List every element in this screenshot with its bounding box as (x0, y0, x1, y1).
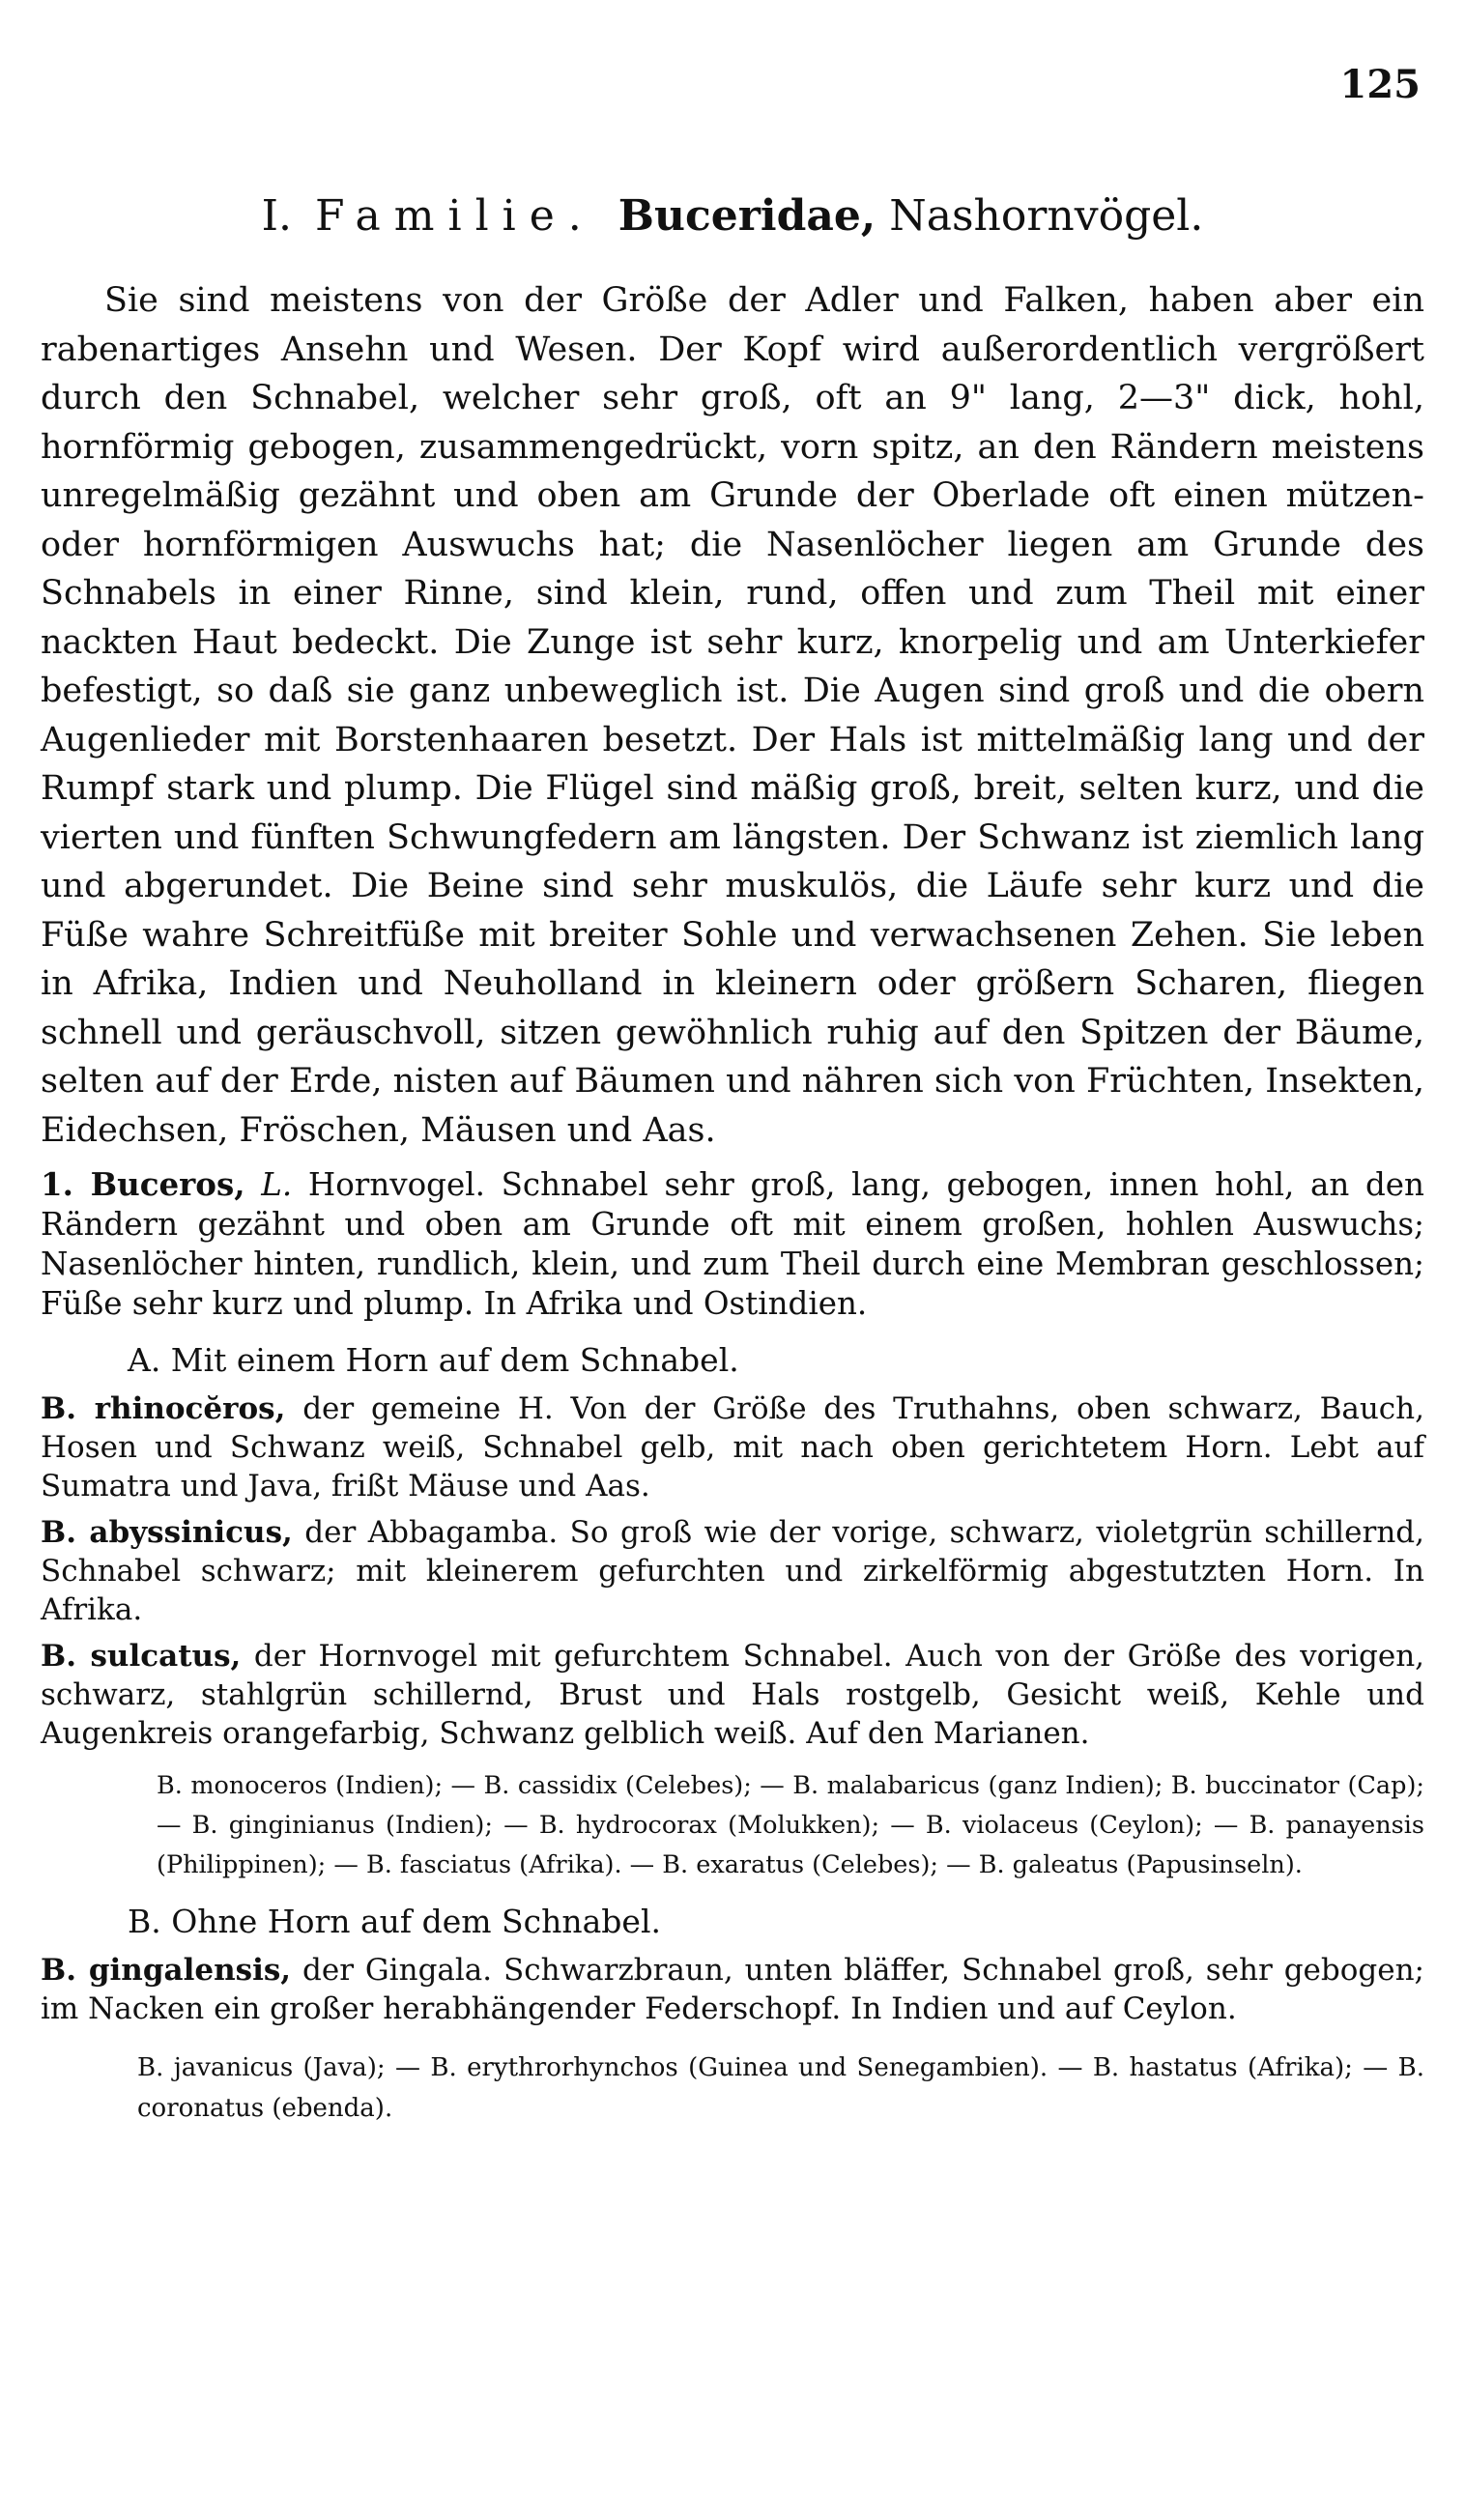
family-heading (0, 191, 1465, 241)
species-name: B. rhinocĕros, (41, 1391, 286, 1426)
species-entry (41, 1389, 1424, 1505)
intro-paragraph: Sie sind meistens von der Größe der Adler und Falken, haben aber ein rabenartiges Ansehn und Wesen. Der Kopf wird außerordentlich vergrößert durch den Schnabel, welcher sehr groß, oft an 9" lang, 2—3" dick, hohl, hornförmig gebogen, zusammengedrückt, vorn spitz, an den Rändern meistens unregelmäßig gezähnt und oben am Grunde der Oberlade oft einen mützen- oder hornförmigen Auswuchs hat; die Nasenlöcher liegen am Grunde des Schnabels in einer Rinne, sind klein, rund, offen und zum Theil mit einer nackten Haut bedeckt. Die Zunge ist sehr kurz, knorpelig und am Unterkiefer befestigt, so daß sie ganz unbeweglich ist. Die Augen sind groß und die obern Augenlieder mit Borstenhaaren besetzt. Der Hals ist mittelmäßig lang und der Rumpf stark und plump. Die Flügel sind mäßig groß, breit, selten kurz, und die vierten und fünften Schwungfedern am längsten. Der Schwanz ist ziemlich lang und abgerundet. Die Beine sind sehr muskulös, die Läufe sehr kurz und die Füße wahre Schreitfüße mit breiter Sohle und verwachsenen Zehen. Sie leben in Afrika, Indien und Neuholland in kleinern oder größern Scharen, fliegen schnell und geräuschvoll, sitzen gewöhnlich ruhig auf den Spitzen der Bäume, selten auf der Erde, nisten auf Bäumen und nähren sich von Früchten, Insekten, Eidechsen, Fröschen, Mäusen und Aas. (41, 281, 1424, 1150)
species-description: der Abbagamba. So groß wie der vorige, schwarz, violetgrün schillernd, Schnabel schwarz; mit kleinerem gefurchten und zirkelförmig abgestutzten Horn. In Afrika. (41, 1515, 1425, 1627)
species-entry (41, 1951, 1424, 2028)
genus-description: Schnabel sehr groß, lang, gebogen, innen hohl, an den Rändern gezähnt und oben am Grunde oft mit einem großen, hohlen Auswuchs; Nasenlöcher hinten, rundlich, klein, und zum Theil durch eine Membran geschlossen; Füße sehr kurz und plump. In Afrika und Ostindien. (41, 1166, 1424, 1322)
species-entry (41, 1513, 1424, 1629)
family-word: Familie. (315, 191, 595, 241)
species-list-small-b: B. javanicus (Java); — B. erythrorhynchos (Guinea und Senegambien). — B. hastatus (Afrika); — B. coronatus (ebenda). (137, 2053, 1424, 2123)
family-number: I. (261, 191, 293, 241)
species-entry (41, 1637, 1424, 1753)
species-name: B. sulcatus, (41, 1639, 242, 1674)
species-description: der gemeine H. Von der Größe des Truthahns, oben schwarz, Bauch, Hosen und Schwanz weiß, Schnabel gelb, mit nach oben gerichtetem Horn. Lebt auf Sumatra und Java, frißt Mäuse und Aas. (41, 1391, 1424, 1503)
page-number: 125 (1339, 62, 1421, 107)
species-description: der Gingala. Schwarzbraun, unten bläffer, Schnabel groß, sehr gebogen; im Nacken ein großer herabhängender Federschopf. In Indien und auf Ceylon. (41, 1953, 1425, 2026)
genus-name: 1. Buceros, (41, 1165, 245, 1203)
section-b-heading: B. Ohne Horn auf dem Schnabel. (128, 1903, 662, 1940)
family-german-name: Nashornvögel. (889, 191, 1204, 241)
species-name: B. gingalensis, (41, 1953, 292, 1988)
genus-common-name: Hornvogel. (307, 1166, 485, 1203)
species-name: B. abyssinicus, (41, 1515, 293, 1550)
species-list-small-a: B. monoceros (Indien); — B. cassidix (Celebes); — B. malabaricus (ganz Indien); B. buccinator (Cap); — B. ginginianus (Indien); — B. hydrocorax (Molukken); — B. violaceus (Ceylon); — B. panayensis (Philippinen); — B. fasciatus (Afrika). — B. exaratus (Celebes); — B. galeatus (Papusinseln). (157, 1771, 1424, 1879)
genus-paragraph (41, 1164, 1424, 1324)
main-text (41, 276, 1424, 2129)
family-latin-name: Buceridae, (618, 191, 876, 241)
genus-author: L. (261, 1166, 293, 1203)
section-a-heading: A. Mit einem Horn auf dem Schnabel. (128, 1341, 739, 1379)
species-description: der Hornvogel mit gefurchtem Schnabel. Auch von der Größe des vorigen, schwarz, stahlgrün schillernd, Brust und Hals rostgelb, Gesicht weiß, Kehle und Augenkreis orangefarbig, Schwanz gelblich weiß. Auf den Marianen. (41, 1639, 1425, 1751)
